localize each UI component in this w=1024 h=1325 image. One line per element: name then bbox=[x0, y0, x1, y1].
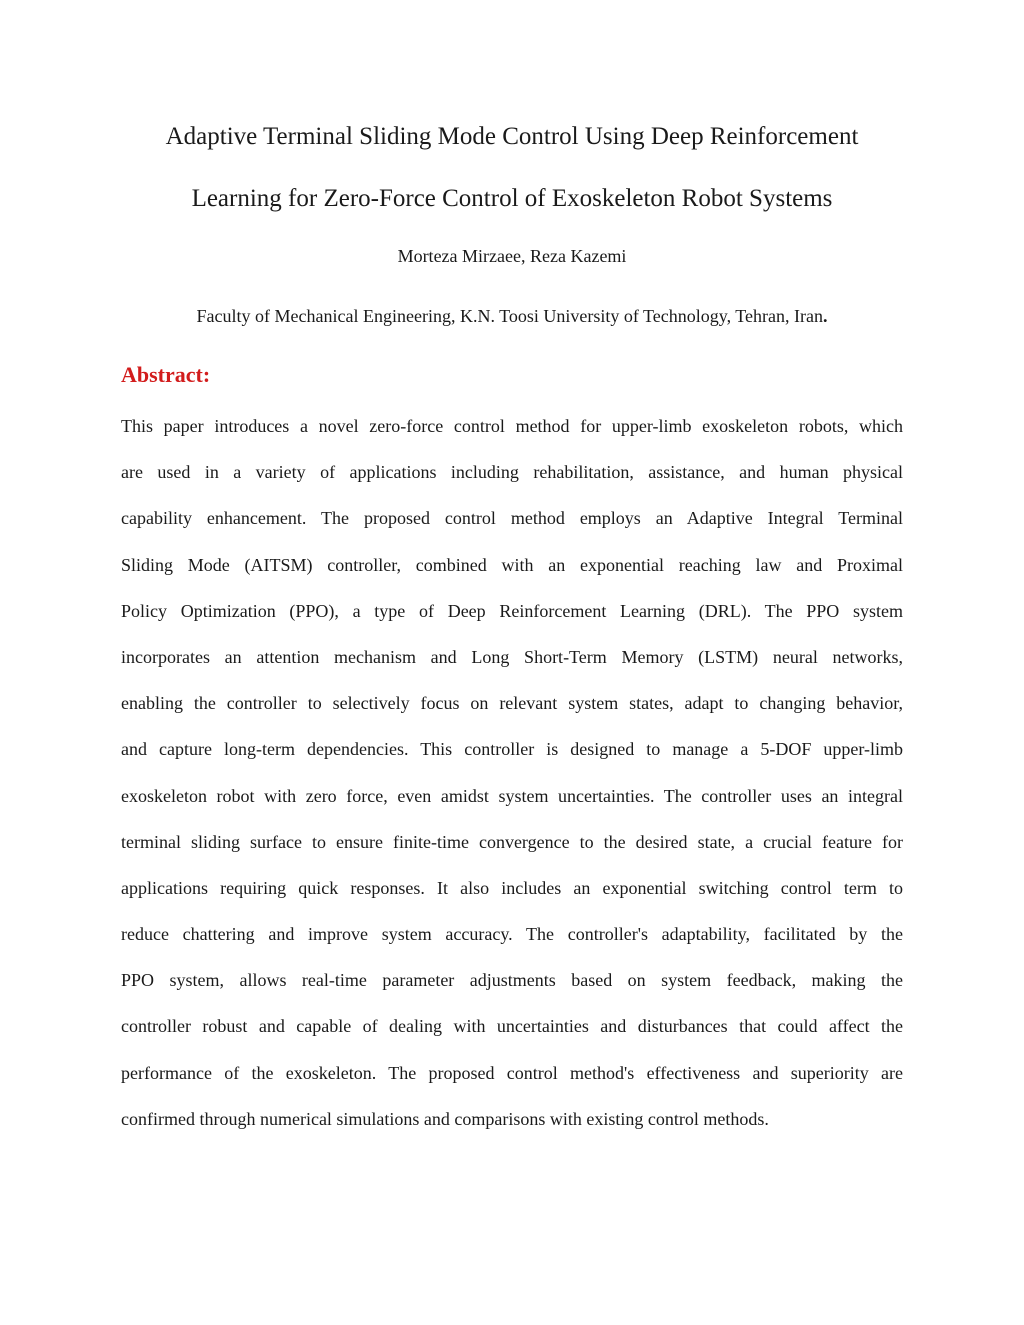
paper-title-line-1: Adaptive Terminal Sliding Mode Control Using Deep Reinforcement bbox=[165, 123, 859, 150]
paper-affiliation-period: . bbox=[822, 306, 828, 326]
abstract-line: controller robust and capable of dealing with uncertainties and disturbances that could affect the bbox=[121, 1016, 903, 1037]
abstract-line: PPO system, allows real-time parameter adjustments based on system feedback, making the bbox=[121, 970, 903, 991]
abstract-line: are used in a variety of applications including rehabilitation, assistance, and human physical bbox=[121, 462, 903, 483]
abstract-line: exoskeleton robot with zero force, even amidst system uncertainties. The controller uses an integral bbox=[121, 785, 903, 806]
paper-authors: Morteza Mirzaee, Reza Kazemi bbox=[397, 246, 627, 266]
abstract-line: performance of the exoskeleton. The proposed control method's effectiveness and superiority are bbox=[121, 1062, 903, 1083]
abstract-line: This paper introduces a novel zero-force control method for upper-limb exoskeleton robots, which bbox=[121, 416, 903, 436]
abstract-line: incorporates an attention mechanism and Long Short-Term Memory (LSTM) neural networks, bbox=[121, 646, 903, 667]
abstract-line: capability enhancement. The proposed control method employs an Adaptive Integral Terminal bbox=[121, 508, 903, 529]
abstract-body bbox=[121, 413, 903, 1152]
abstract-line: Sliding Mode (AITSM) controller, combined with an exponential reaching law and Proximal bbox=[121, 554, 903, 575]
paper-title-line-2: Learning for Zero-Force Control of Exoskeleton Robot Systems bbox=[191, 185, 833, 212]
abstract-line: applications requiring quick responses. It also includes an exponential switching control term to bbox=[121, 877, 903, 898]
paper-affiliation: Faculty of Mechanical Engineering, K.N. Toosi University of Technology, Tehran, Iran bbox=[196, 306, 823, 326]
abstract-line: Policy Optimization (PPO), a type of Deep Reinforcement Learning (DRL). The PPO system bbox=[121, 600, 903, 621]
abstract-heading: Abstract: bbox=[121, 362, 211, 387]
abstract-line: terminal sliding surface to ensure finite-time convergence to the desired state, a crucial feature for bbox=[121, 831, 903, 852]
abstract-line: confirmed through numerical simulations and comparisons with existing control methods. bbox=[121, 1108, 769, 1129]
abstract-line: reduce chattering and improve system accuracy. The controller's adaptability, facilitated by the bbox=[121, 924, 903, 945]
paper-affiliation-block bbox=[0, 304, 1024, 328]
abstract-line: and capture long-term dependencies. This controller is designed to manage a 5-DOF upper-limb bbox=[121, 739, 903, 760]
abstract-line: enabling the controller to selectively focus on relevant system states, adapt to changing behavior, bbox=[121, 693, 903, 714]
